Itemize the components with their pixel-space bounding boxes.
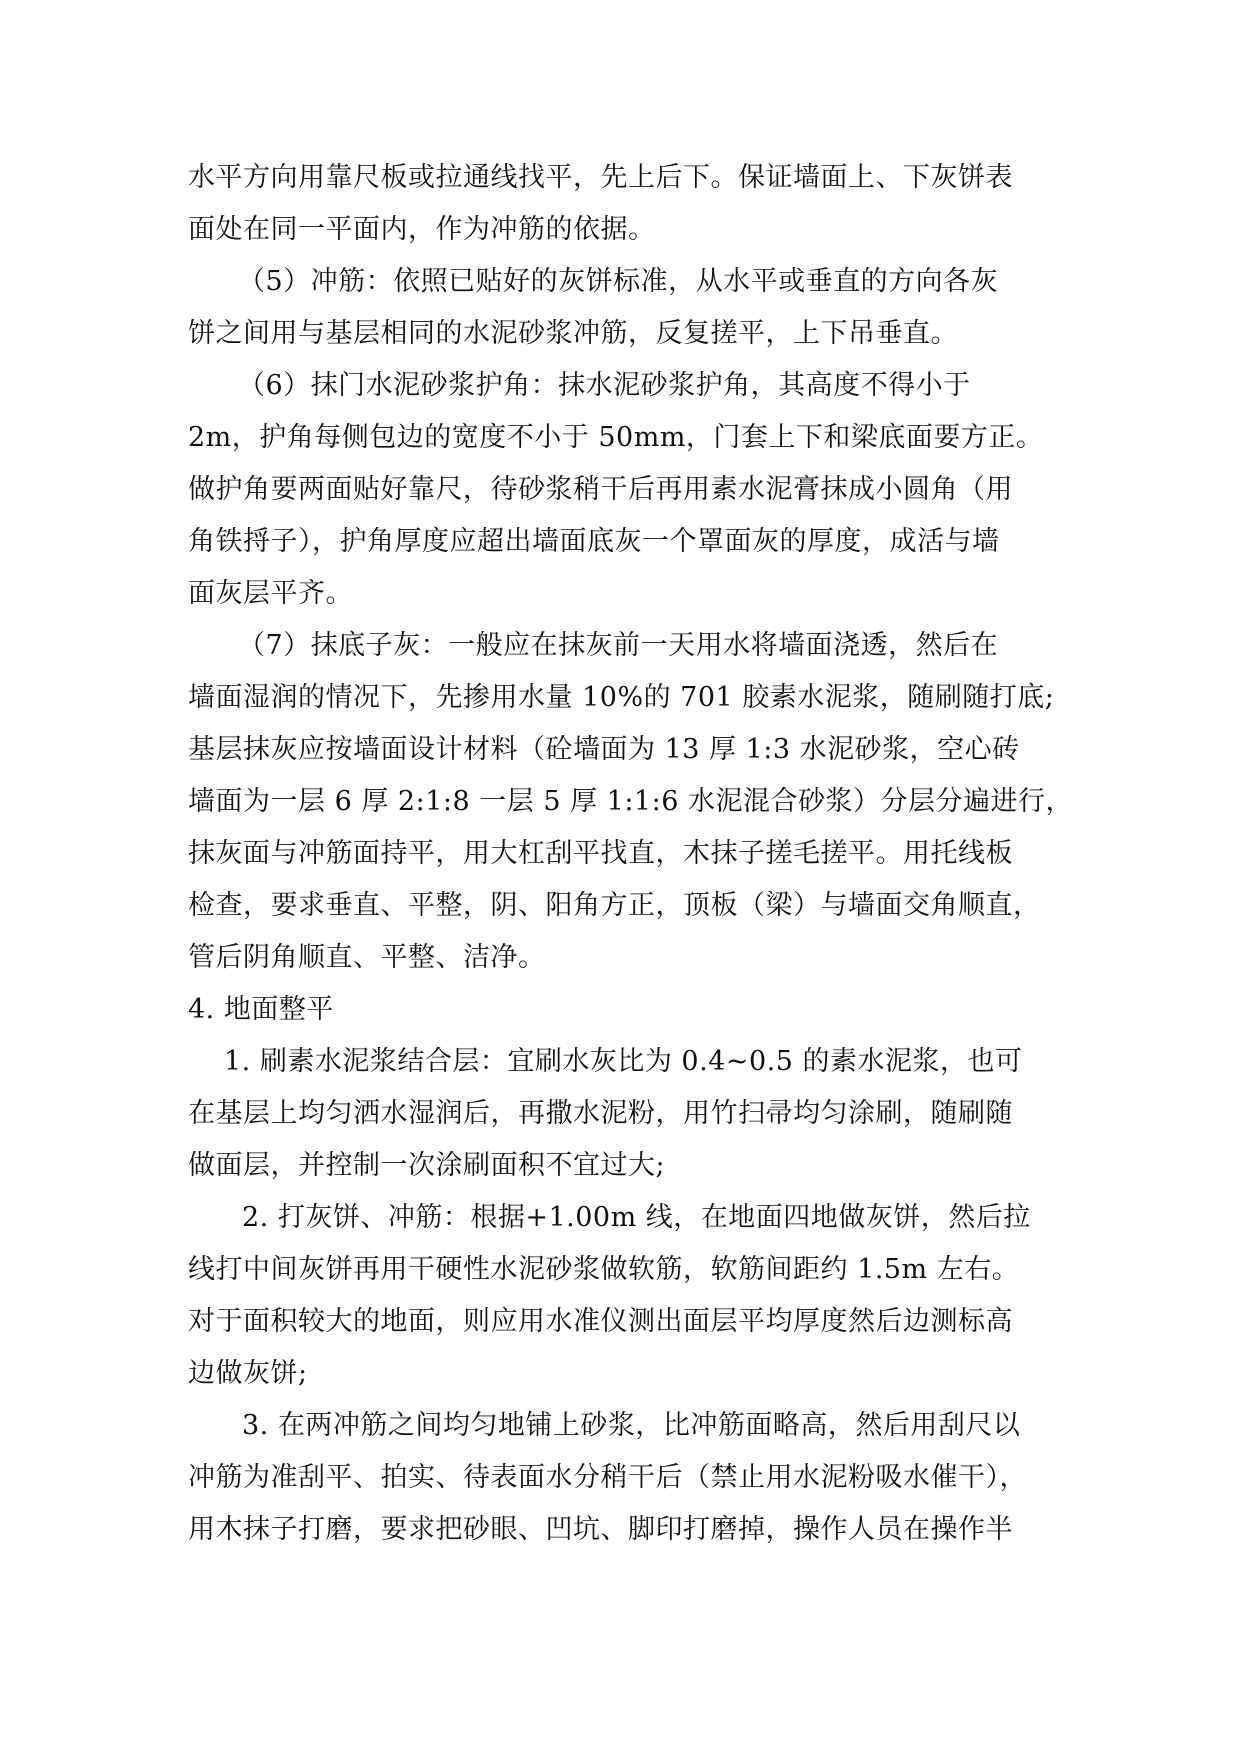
text-line: 冲筋为准刮平、拍实、待表面水分稍干后（禁止用水泥粉吸水催干）， [188, 1462, 1027, 1493]
text-line: 面处在同一平面内，作为冲筋的依据。 [188, 214, 656, 245]
text-line: （7）抹底子灰：一般应在抹灰前一天用水将墙面浇透，然后在 [238, 630, 999, 661]
text-line: 1. 刷素水泥浆结合层：宜刷水灰比为 0.4~0.5 的素水泥浆，也可 [224, 1046, 1023, 1077]
text-line: 墙面为一层 6 厚 2:1:8 一层 5 厚 1:1:6 水泥混合砂浆）分层分遍进行， [188, 786, 1073, 817]
text-line: （6）抹门水泥砂浆护角：抹水泥砂浆护角，其高度不得小于 [238, 370, 971, 401]
text-line: （5）冲筋：依照已贴好的灰饼标准，从水平或垂直的方向各灰 [238, 266, 999, 297]
text-line: 2m，护角每侧包边的宽度不小于 50mm，门套上下和梁底面要方正。 [188, 422, 1044, 453]
text-line: 基层抹灰应按墙面设计材料（砼墙面为 13 厚 1:3 水泥砂浆，空心砖 [188, 734, 1020, 765]
text-line: 3. 在两冲筋之间均匀地铺上砂浆，比冲筋面略高，然后用刮尺以 [242, 1410, 1021, 1441]
text-line: 在基层上均匀洒水湿润后，再撒水泥粉，用竹扫帚均匀涂刷，随刷随 [188, 1098, 1013, 1129]
text-line: 抹灰面与冲筋面持平，用大杠刮平找直，木抹子搓毛搓平。用托线板 [188, 838, 1013, 869]
text-line: 边做灰饼; [188, 1358, 308, 1389]
text-line: 做护角要两面贴好靠尺，待砂浆稍干后再用素水泥膏抹成小圆角（用 [188, 474, 1013, 505]
text-line: 水平方向用靠尺板或拉通线找平，先上后下。保证墙面上、下灰饼表 [188, 162, 1013, 193]
text-line: 做面层，并控制一次涂刷面积不宜过大; [188, 1150, 666, 1181]
text-line: 用木抹子打磨，要求把砂眼、凹坑、脚印打磨掉，操作人员在操作半 [188, 1514, 1013, 1545]
section-heading: 4. 地面整平 [188, 994, 334, 1025]
text-line: 对于面积较大的地面，则应用水准仪测出面层平均厚度然后边测标高 [188, 1306, 1013, 1337]
text-line: 检查，要求垂直、平整，阴、阳角方正，顶板（梁）与墙面交角顺直， [188, 890, 1041, 921]
text-line: 饼之间用与基层相同的水泥砂浆冲筋，反复搓平，上下吊垂直。 [188, 318, 958, 349]
text-line: 面灰层平齐。 [188, 578, 353, 609]
text-line: 角铁捋子），护角厚度应超出墙面底灰一个罩面灰的厚度，成活与墙 [188, 526, 1000, 557]
text-line: 线打中间灰饼再用干硬性水泥砂浆做软筋，软筋间距约 1.5m 左右。 [188, 1254, 1020, 1285]
text-line: 管后阴角顺直、平整、洁净。 [188, 942, 546, 973]
text-line: 墙面湿润的情况下，先掺用水量 10%的 701 胶素水泥浆，随刷随打底; [188, 682, 1055, 713]
text-line: 2. 打灰饼、冲筋：根据+1.00m 线，在地面四地做灰饼，然后拉 [242, 1202, 1031, 1233]
